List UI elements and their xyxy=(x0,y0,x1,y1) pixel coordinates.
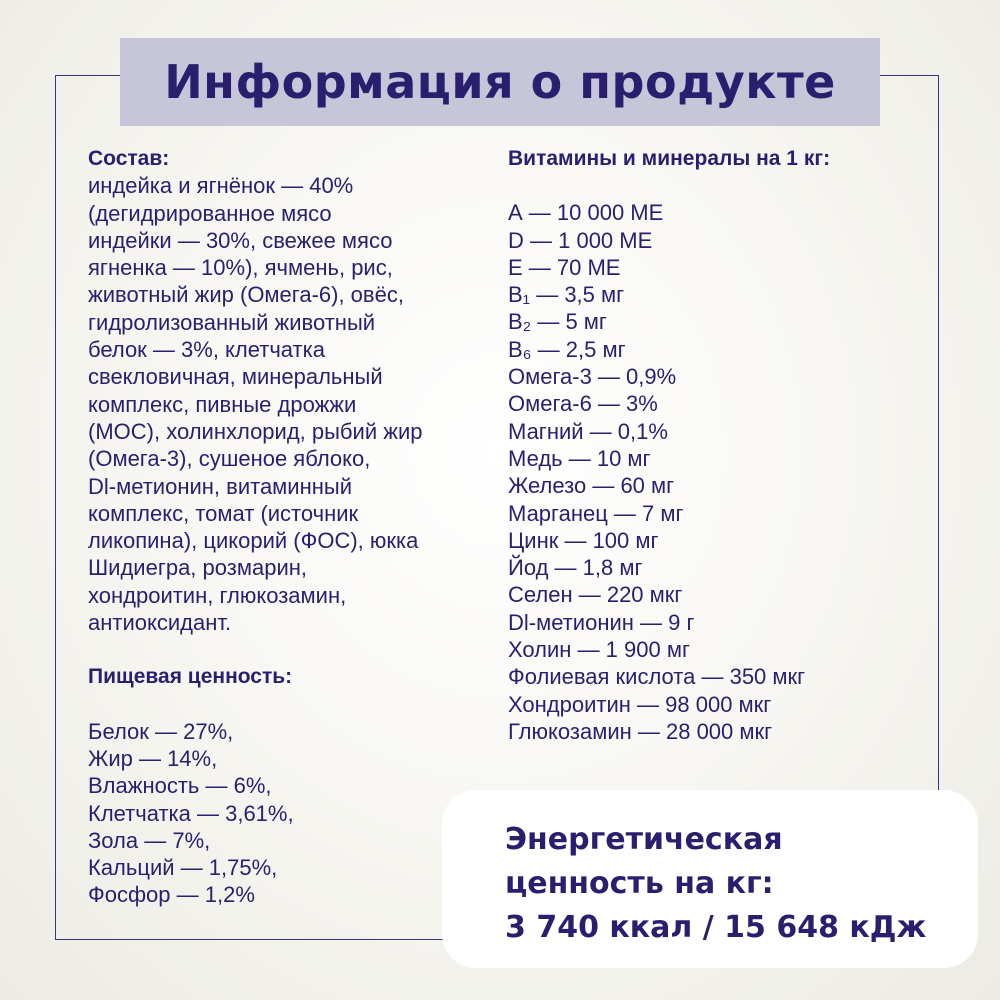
energy-line-1: Энергетическая xyxy=(505,822,783,857)
vitamin-item: Dl-метионин — 9 г xyxy=(508,609,695,635)
vitamin-item: Хондроитин — 98 000 мкг xyxy=(508,691,772,717)
section-gap xyxy=(88,691,468,718)
composition-line: животный жир (Омега-6), овёс, xyxy=(88,282,404,308)
composition-line: индейки — 30%, свежее мясо xyxy=(88,227,393,253)
composition-list xyxy=(88,172,468,636)
composition-line: Шидиегра, розмарин, xyxy=(88,555,307,581)
composition-line: комплекс, томат (источник xyxy=(88,500,359,526)
vitamin-item: Холин — 1 900 мг xyxy=(508,637,690,663)
composition-line: антиоксидант. xyxy=(88,610,232,636)
composition-line: свекловичная, минеральный xyxy=(88,364,383,390)
composition-line: комплекс, пивные дрожжи xyxy=(88,391,357,417)
vitamin-item: D — 1 000 МЕ xyxy=(508,227,653,253)
composition-line: ликопина), цикорий (ФОС), юкка xyxy=(88,528,419,554)
composition-line: хондроитин, глюкозамин, xyxy=(88,582,347,608)
vitamin-item: Йод — 1,8 мг xyxy=(508,555,643,581)
vitamin-item: Е — 70 МЕ xyxy=(508,254,621,280)
composition-line: белок — 3%, клетчатка xyxy=(88,337,325,363)
vitamin-item: Глюкозамин — 28 000 мкг xyxy=(508,718,773,744)
right-column xyxy=(508,145,908,745)
nutrition-item: Белок — 27%, xyxy=(88,718,234,744)
energy-line-2: ценность на кг: xyxy=(505,866,774,901)
composition-line: (Омега-3), сушеное яблоко, xyxy=(88,446,371,472)
nutrition-heading: Пищевая ценность: xyxy=(88,665,293,689)
nutrition-list xyxy=(88,718,468,909)
energy-line-3: 3 740 ккал / 15 648 кДж xyxy=(505,910,927,945)
nutrition-item: Клетчатка — 3,61%, xyxy=(88,800,294,826)
vitamin-item: В₆ — 2,5 мг xyxy=(508,336,626,362)
vitamin-item: Медь — 10 мг xyxy=(508,445,651,471)
composition-line: (МОС), холинхлорид, рыбий жир xyxy=(88,418,423,444)
vitamin-item: Железо — 60 мг xyxy=(508,473,675,499)
nutrition-item: Влажность — 6%, xyxy=(88,773,272,799)
composition-line: (дегидрированное мясо xyxy=(88,200,332,226)
vitamin-item: Магний — 0,1% xyxy=(508,418,668,444)
nutrition-item: Кальций — 1,75%, xyxy=(88,855,278,881)
composition-line: гидролизованный животный xyxy=(88,309,376,335)
composition-line: Dl-метионин, витаминный xyxy=(88,473,352,499)
composition-line: индейка и ягнёнок — 40% xyxy=(88,173,354,199)
section-gap xyxy=(508,172,908,199)
vitamin-item: А — 10 000 МЕ xyxy=(508,200,664,226)
nutrition-item: Фосфор — 1,2% xyxy=(88,882,255,908)
section-gap xyxy=(88,636,468,663)
vitamin-item: В₂ — 5 мг xyxy=(508,309,607,335)
vitamin-item: Марганец — 7 мг xyxy=(508,500,684,526)
composition-line: ягненка — 10%), ячмень, рис, xyxy=(88,255,393,281)
vitamin-item: Цинк — 100 мг xyxy=(508,527,659,553)
nutrition-item: Жир — 14%, xyxy=(88,745,218,771)
vitamin-item: Фолиевая кислота — 350 мкг xyxy=(508,664,806,690)
vitamins-list xyxy=(508,199,908,745)
vitamin-item: Омега-6 — 3% xyxy=(508,391,658,417)
page-title: Информация о продукте xyxy=(164,55,836,109)
left-column xyxy=(88,145,468,909)
composition-heading: Состав: xyxy=(88,147,170,170)
vitamin-item: Селен — 220 мкг xyxy=(508,582,683,608)
vitamins-heading: Витамины и минералы на 1 кг: xyxy=(508,147,831,170)
vitamin-item: Омега-3 — 0,9% xyxy=(508,364,677,390)
vitamin-item: В₁ — 3,5 мг xyxy=(508,282,625,308)
nutrition-item: Зола — 7%, xyxy=(88,827,211,853)
energy-value xyxy=(505,818,975,950)
